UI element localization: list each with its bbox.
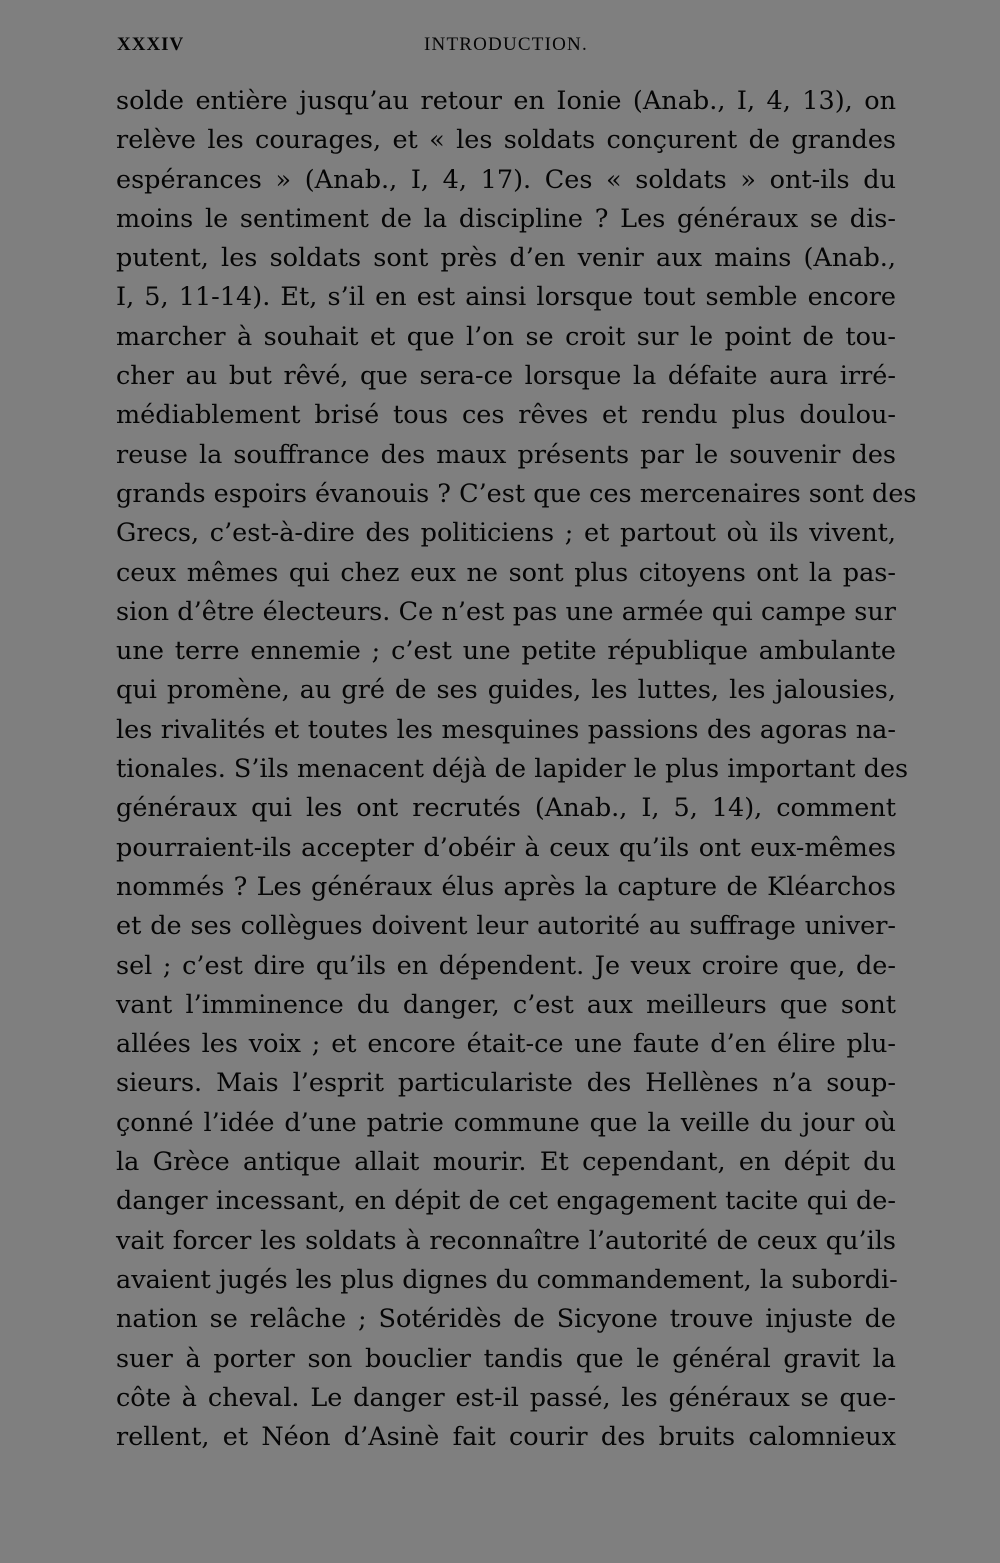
text-line: I, 5, 11-14). Et, s’il en est ainsi lorsque tout semble encore (116, 282, 896, 313)
text-line: cher au but rêvé, que sera-ce lorsque la défaite aura irré- (116, 361, 896, 392)
text-line: tionales. S’ils menacent déjà de lapider le plus important des (116, 754, 909, 785)
text-line: grands espoirs évanouis ? C’est que ces mercenaires sont des (116, 478, 917, 509)
text-line: putent, les soldats sont près d’en venir aux mains (Anab., (116, 243, 896, 274)
text-line: médiablement brisé tous ces rêves et rendu plus doulou- (116, 400, 896, 431)
text-line: allées les voix ; et encore était-ce une faute d’en élire plu- (116, 1029, 896, 1060)
text-line: vait forcer les soldats à reconnaître l’autorité de ceux qu’ils (116, 1225, 896, 1256)
text-line: reuse la souffrance des maux présents par le souvenir des (116, 439, 896, 470)
text-line: avaient jugés les plus dignes du commandement, la subordi- (116, 1264, 898, 1295)
text-line: danger incessant, en dépit de cet engagement tacite qui de- (116, 1186, 896, 1217)
text-line: relève les courages, et « les soldats conçurent de grandes (116, 125, 896, 156)
text-line: une terre ennemie ; c’est une petite république ambulante (116, 636, 896, 667)
text-line: moins le sentiment de la discipline ? Les généraux se dis- (116, 203, 896, 234)
running-head: INTRODUCTION. (424, 34, 588, 55)
text-line: nation se relâche ; Sotéridès de Sicyone trouve injuste de (116, 1304, 896, 1335)
page-number: XXXIV (117, 34, 185, 55)
text-line: sieurs. Mais l’esprit particulariste des Hellènes n’a soup- (116, 1068, 896, 1099)
text-line: la Grèce antique allait mourir. Et cependant, en dépit du (116, 1147, 896, 1178)
text-line: Grecs, c’est-à-dire des politiciens ; et partout où ils vivent, (116, 518, 896, 549)
text-line: vant l’imminence du danger, c’est aux meilleurs que sont (116, 989, 896, 1020)
text-line: espérances » (Anab., I, 4, 17). Ces « soldats » ont-ils du (116, 164, 896, 195)
text-line: rellent, et Néon d’Asinè fait courir des bruits calomnieux (116, 1422, 896, 1453)
text-line: côte à cheval. Le danger est-il passé, les généraux se que- (116, 1382, 896, 1413)
text-line: et de ses collègues doivent leur autorité au suffrage univer- (116, 911, 896, 942)
text-line: çonné l’idée d’une patrie commune que la veille du jour où (116, 1107, 896, 1138)
text-line: les rivalités et toutes les mesquines passions des agoras na- (116, 714, 896, 745)
text-line: pourraient-ils accepter d’obéir à ceux qu’ils ont eux-mêmes (116, 832, 896, 863)
text-line: ceux mêmes qui chez eux ne sont plus citoyens ont la pas- (116, 557, 896, 588)
text-line: marcher à souhait et que l’on se croit sur le point de tou- (116, 321, 896, 352)
text-line: qui promène, au gré de ses guides, les luttes, les jalousies, (116, 675, 896, 706)
text-line: nommés ? Les généraux élus après la capture de Kléarchos (116, 871, 896, 902)
page-header (0, 34, 1000, 60)
text-line: suer à porter son bouclier tandis que le général gravit la (116, 1343, 896, 1374)
text-line: sion d’être électeurs. Ce n’est pas une armée qui campe sur (116, 596, 896, 627)
body-text (116, 82, 917, 1457)
text-line: généraux qui les ont recrutés (Anab., I, 5, 14), comment (116, 793, 896, 824)
text-line: sel ; c’est dire qu’ils en dépendent. Je veux croire que, de- (116, 950, 896, 981)
text-line: solde entière jusqu’au retour en Ionie (Anab., I, 4, 13), on (116, 86, 896, 116)
